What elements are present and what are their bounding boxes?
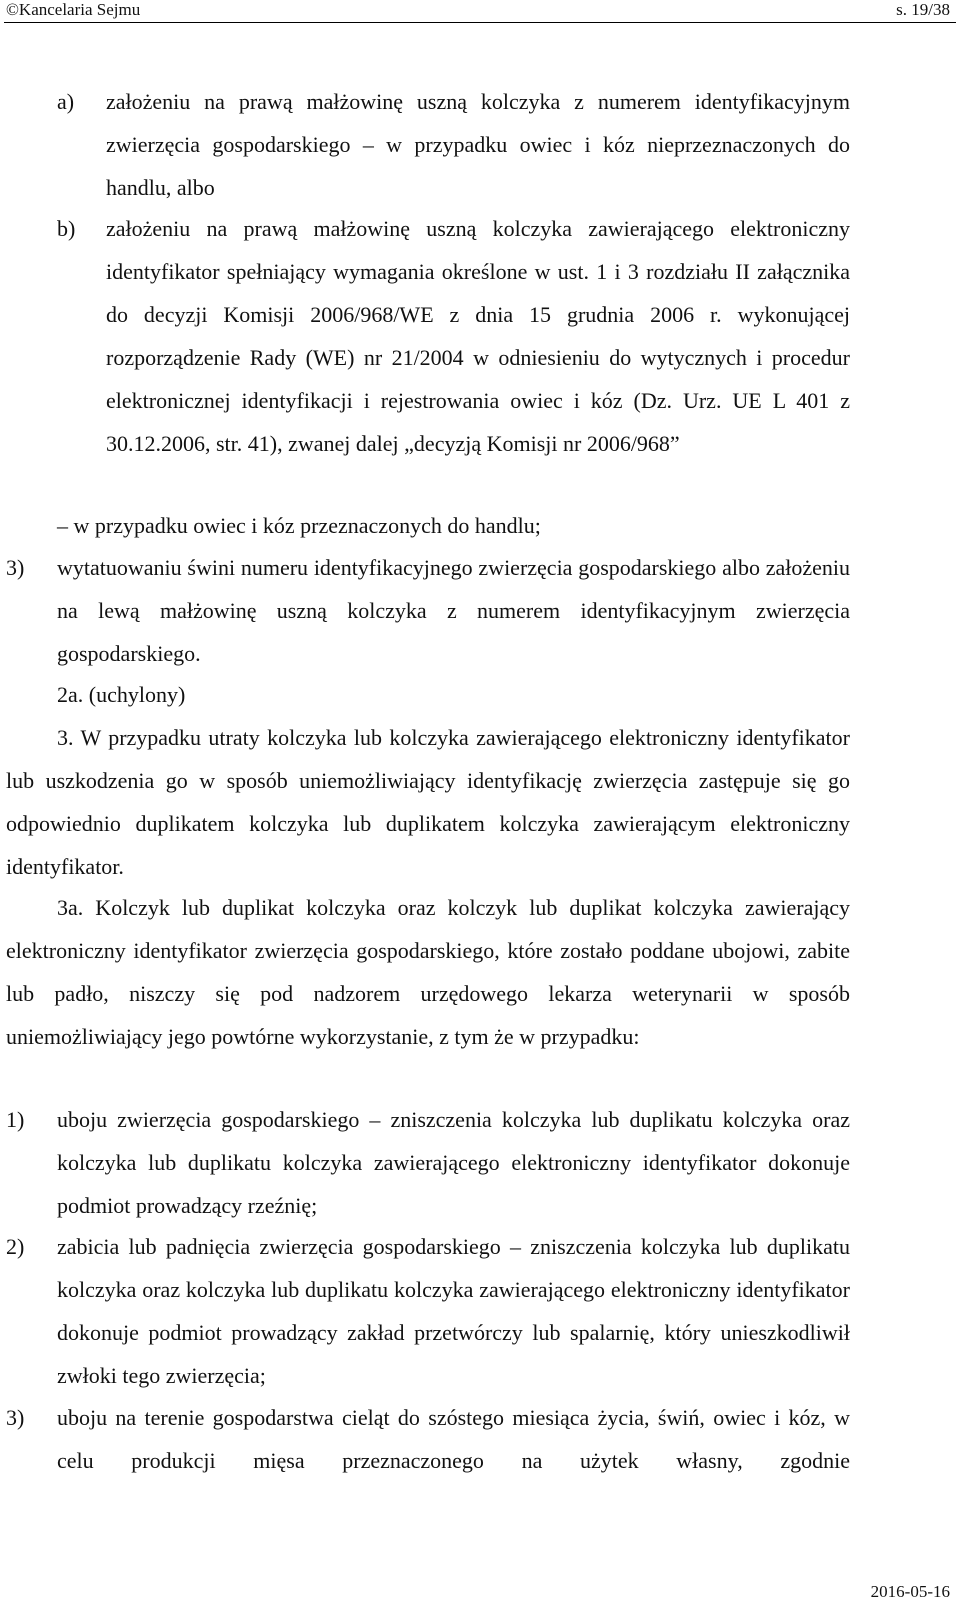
header-divider <box>4 22 956 23</box>
section-2a: 2a. (uchylony) <box>57 682 186 707</box>
footer-date: 2016-05-16 <box>870 1582 950 1601</box>
item-b-marker: b) <box>57 216 76 241</box>
point-3-marker: 3) <box>6 1405 25 1430</box>
item-3-text: wytatuowaniu świni numeru identyfikacyjnego zwierzęcia gospodarskiego albo założeniu na lewą małżowinę uszną kolczyka z numerem identyfikacyjnym zwierzęcia gospodarskiego. <box>57 555 850 666</box>
point-2-marker: 2) <box>6 1234 25 1259</box>
item-3-marker: 3) <box>6 555 25 580</box>
dash-line: – w przypadku owiec i kóz przeznaczonych do handlu; <box>57 513 541 538</box>
item-b-text: założeniu na prawą małżowinę uszną kolczyka zawierającego elektroniczny identyfikator spełniający wymagania określone w ust. 1 i 3 rozdziału II załącznika do decyzji Komisji 2006/968/WE z dnia 15 grudnia 2006 r. wykonującej rozporządzenie Rady (WE) nr 21/2004 w odniesieniu do wytycznych i procedur elektronicznej identyfikacji i rejestrowania owiec i kóz (Dz. Urz. UE L 401 z 30.12.2006, str. 41), zwanej dalej „decyzją Komisji nr 2006/968” <box>106 216 850 456</box>
section-3: 3. W przypadku utraty kolczyka lub kolczyka zawierającego elektroniczny identyfikator lub uszkodzenia go w sposób uniemożliwiający identyfikację zwierzęcia zastępuje się go odpowiednio duplikatem kolczyka lub duplikatem kolczyka zawierającym elektroniczny identyfikator. <box>6 725 850 879</box>
item-a-text: założeniu na prawą małżowinę uszną kolczyka z numerem identyfikacyjnym zwierzęcia gospodarskiego – w przypadku owiec i kóz nieprzeznaczonych do handlu, albo <box>106 89 850 200</box>
header-page-number: s. 19/38 <box>896 0 950 19</box>
header-source: ©Kancelaria Sejmu <box>6 0 141 19</box>
point-2-text: zabicia lub padnięcia zwierzęcia gospodarskiego – zniszczenia kolczyka lub duplikatu kolczyka oraz kolczyka lub duplikatu kolczyka zawierającego elektroniczny identyfikator dokonuje podmiot prowadzący zakład przetwórczy lub spalarnię, który unieszkodliwił zwłoki tego zwierzęcia; <box>57 1234 850 1388</box>
point-1-marker: 1) <box>6 1107 25 1132</box>
item-a-marker: a) <box>57 89 75 114</box>
point-3-text: uboju na terenie gospodarstwa cieląt do szóstego miesiąca życia, świń, owiec i kóz, w celu produkcji mięsa przeznaczonego na użytek własny, zgodnie <box>57 1405 850 1473</box>
section-3a: 3a. Kolczyk lub duplikat kolczyka oraz kolczyk lub duplikat kolczyka zawierający elektroniczny identyfikator zwierzęcia gospodarskiego, które zostało poddane ubojowi, zabite lub padło, niszczy się pod nadzorem urzędowego lekarza weterynarii w sposób uniemożliwiający jego powtórne wykorzystanie, z tym że w przypadku: <box>6 895 850 1049</box>
point-1-text: uboju zwierzęcia gospodarskiego – zniszczenia kolczyka lub duplikatu kolczyka oraz kolczyka lub duplikatu kolczyka zawierającego elektroniczny identyfikator dokonuje podmiot prowadzący rzeźnię; <box>57 1107 850 1218</box>
